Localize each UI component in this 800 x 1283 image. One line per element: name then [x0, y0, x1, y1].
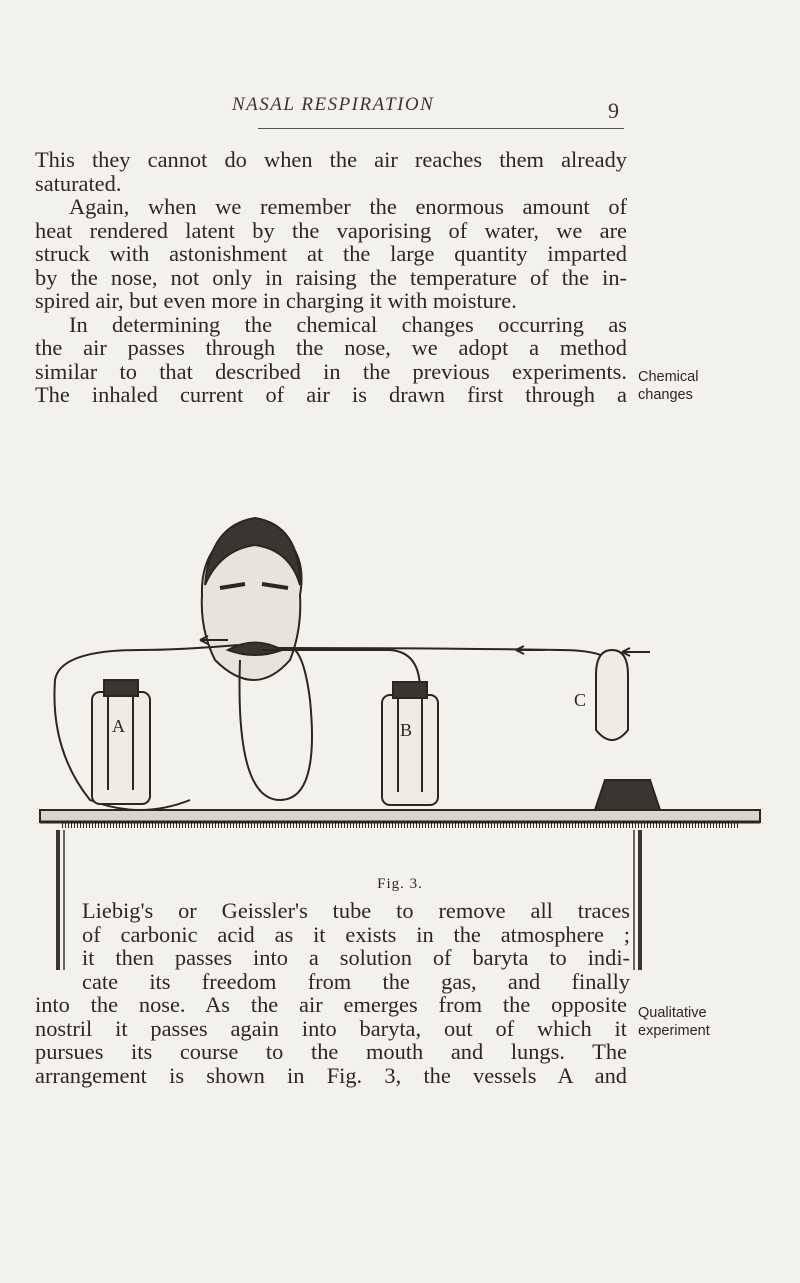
margin-note-line: Qualitative: [638, 1005, 707, 1021]
stand: [595, 780, 660, 810]
arrow-2: [516, 646, 545, 654]
label-a: A: [112, 716, 125, 736]
figure-caption: Fig. 3.: [377, 876, 423, 892]
header-rule: [258, 128, 624, 129]
text-line: into the nose. As the air emerges from the opposite: [35, 992, 627, 1017]
text-line: Again, when we remember the enormous amount of: [69, 194, 627, 219]
running-title: NASAL RESPIRATION: [232, 94, 435, 115]
body-text-bottom: [35, 993, 627, 1087]
text-line: In determining the chemical changes occurring as: [69, 311, 627, 337]
text-line: heat rendered latent by the vaporising of water, we are: [35, 217, 627, 243]
jar-a: [92, 692, 150, 804]
text-line: nostril it passes again into baryta, out of which it: [35, 1015, 627, 1041]
jar-b: [382, 695, 438, 805]
label-c: C: [574, 690, 587, 710]
arrow-3: [622, 648, 650, 656]
text-line: the air passes through the nose, we adopt a method: [35, 335, 627, 360]
text-line: Liebig's or Geissler's tube to remove all traces: [82, 898, 630, 923]
running-head: [0, 92, 800, 122]
label-b: B: [400, 720, 413, 740]
tube-right: [275, 648, 615, 675]
text-line: by the nose, not only in raising the temperature of the in-: [35, 264, 627, 290]
text-line: cate its freedom from the gas, and finally: [82, 968, 630, 994]
body-text-narrow: [82, 899, 630, 993]
margin-note-chemical-changes: [638, 368, 698, 404]
text-line: spired air, but even more in charging it with moisture.: [35, 288, 517, 313]
text-line: arrangement is shown in Fig. 3, the vessels A and: [35, 1062, 627, 1088]
jar-a-stopper: [104, 680, 138, 696]
text-line: saturated.: [35, 170, 122, 196]
margin-note-line: experiment: [638, 1023, 710, 1039]
text-line: pursues its course to the mouth and lungs. The: [35, 1039, 627, 1064]
tube-c: [596, 650, 628, 740]
margin-note-line: changes: [638, 387, 693, 403]
body-text-top: [35, 148, 627, 407]
jar-b-stopper: [393, 682, 427, 698]
text-line: struck with astonishment at the large quantity imparted: [35, 241, 627, 266]
margin-note-qualitative-experiment: [638, 1004, 710, 1040]
page-number: 9: [608, 98, 619, 123]
text-line: of carbonic acid as it exists in the atmosphere ;: [82, 921, 630, 947]
text-line: similar to that described in the previous experiments.: [35, 358, 627, 384]
text-line: This they cannot do when the air reaches them already: [35, 147, 627, 172]
text-line: it then passes into a solution of baryta to indi-: [82, 945, 630, 970]
text-line: The inhaled current of air is drawn first through a: [35, 382, 627, 407]
margin-note-line: Chemical: [638, 369, 699, 385]
